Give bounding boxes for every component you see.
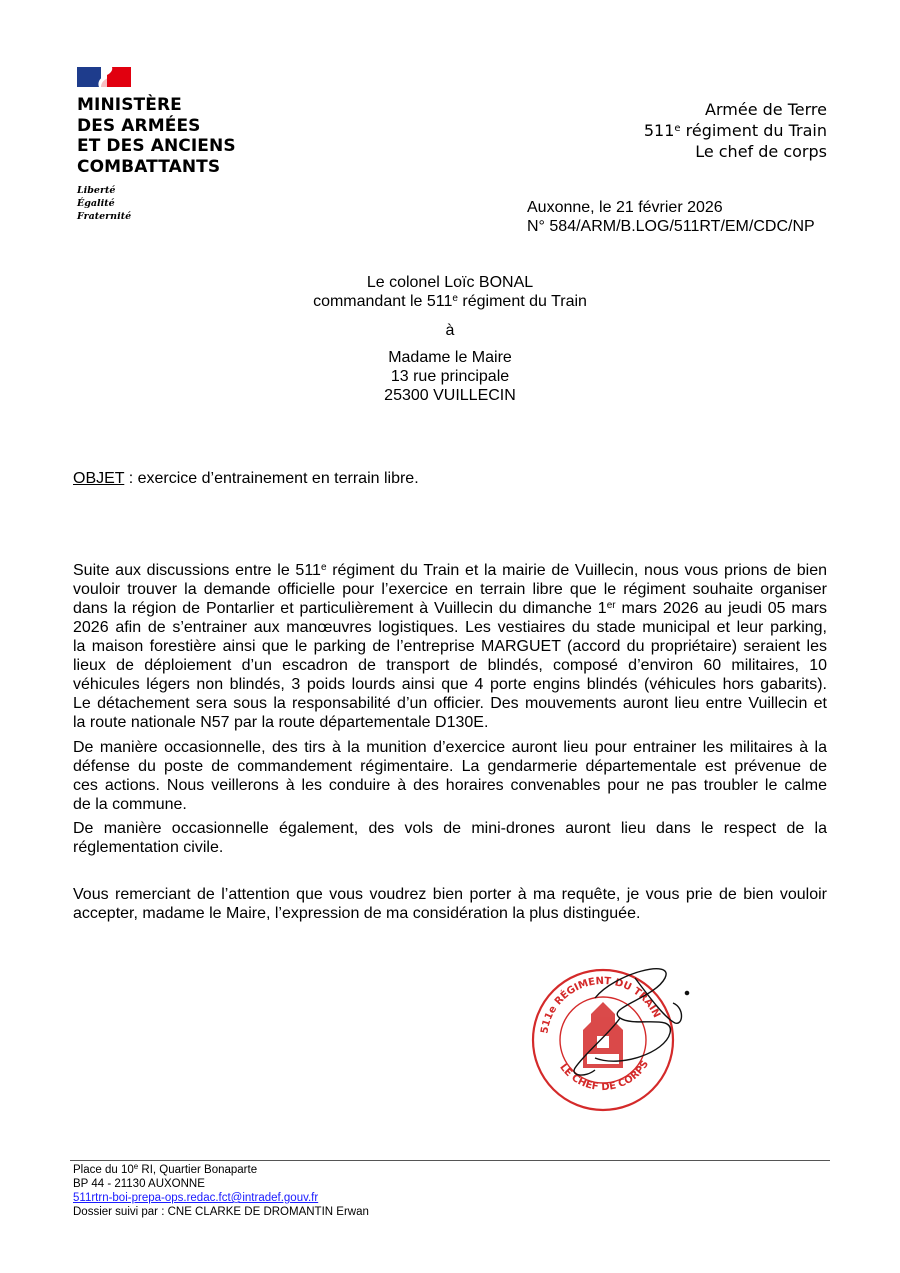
motto-liberte: Liberté [77, 185, 116, 196]
republic-motto [77, 184, 277, 223]
ministry-line-4: COMBATTANTS [77, 156, 221, 177]
stamp-bottom-text: LE CHEF DE CORPS [557, 1058, 652, 1094]
p1-line-4: 2026 afin de s’entrainer aux manœuvres logistiques. Les vestiaires du stade municipal et leur parking, [73, 619, 827, 636]
official-stamp-signature [525, 958, 705, 1118]
ministry-name [77, 95, 277, 177]
footer-email-row [73, 1191, 369, 1205]
p1-line-1-text-end: régiment du Train et la mairie de Vuillecin, nous vous prions de bien [326, 562, 828, 579]
p2-line-4: de la commune. [73, 796, 187, 813]
from-line-2-text-end: régiment du Train [457, 293, 587, 310]
from-line-2-text: commandant le 511 [313, 293, 453, 310]
object-label: OBJET [73, 470, 125, 487]
recipient-line-3: 25300 VUILLECIN [384, 387, 516, 404]
sender-line-2 [644, 120, 827, 141]
body-paragraph-3 [73, 819, 827, 857]
object-text: : exercice d’entrainement en terrain libre. [124, 470, 419, 487]
p1-line-1-sup: e [320, 562, 327, 573]
marianne-flag-icon [77, 67, 131, 87]
recipient-block [0, 348, 900, 405]
p1-line-1 [73, 561, 827, 580]
footer-divider [70, 1160, 830, 1161]
from-line-1: Le colonel Loïc BONAL [366, 274, 534, 291]
footer-followed-by: Dossier suivi par : CNE CLARKE DE DROMANTIN Erwan [73, 1206, 369, 1218]
p2-line-1: De manière occasionnelle, des tirs à la munition d’exercice auront lieu pour entrainer les militaires à la [73, 739, 827, 756]
letter-date: Auxonne, le 21 février 2026 [527, 199, 723, 216]
sender-line-2-text-end: régiment du Train [680, 121, 827, 140]
p1-line-1-text: Suite aux discussions entre le 511 [73, 562, 321, 579]
body-paragraph-1 [73, 561, 827, 732]
stamp-top-text: 511e RÉGIMENT DU TRAIN [539, 975, 662, 1035]
p1-line-6: lieux de déploiement d’un escadron de transport de blindés, composé d’environ 60 militaires, 10 [73, 657, 827, 674]
p2-line-2: défense du poste de commandement régimentaire. La gendarmerie départementale est prévenue de [73, 758, 827, 775]
closing-paragraph [73, 885, 827, 923]
p1-line-8: Le détachement sera sous la responsabilité d’un officier. Des mouvements auront lieu entre Vuillecin et [73, 695, 827, 712]
footer-line-1-text-end: RI, Quartier Bonaparte [138, 1164, 258, 1176]
ministry-line-1: MINISTÈRE [77, 95, 182, 115]
sender-line-2-text: 511 [643, 121, 675, 140]
object-line [73, 469, 419, 488]
from-line-2 [0, 292, 900, 311]
footer-address-line-2: BP 44 - 21130 AUXONNE [73, 1178, 205, 1190]
letter-reference: N° 584/ARM/B.LOG/511RT/EM/CDC/NP [527, 218, 815, 235]
footer-block [73, 1163, 369, 1219]
stamp-emblem-icon [583, 1002, 623, 1068]
p1-line-3-text-end: mars 2026 au jeudi 05 mars [615, 600, 827, 617]
sender-line-1: Armée de Terre [705, 100, 827, 119]
date-reference-block [527, 198, 815, 236]
ministry-logo [77, 67, 277, 223]
body-paragraph-2 [73, 738, 827, 814]
p1-line-5: la maison forestière ainsi que le parking de l’entreprise MARGUET (accord du propriétaire) seraient les [73, 638, 827, 655]
motto-fraternite: Fraternité [77, 211, 132, 222]
p4-line-1: Vous remerciant de l’attention que vous voudrez bien porter à ma requête, je vous prie de bien vouloir [73, 886, 827, 903]
p3-line-2: réglementation civile. [73, 839, 224, 856]
footer-line-1-text: Place du 10 [73, 1164, 134, 1176]
sender-block [644, 99, 827, 162]
sender-line-3: Le chef de corps [695, 142, 827, 161]
p1-line-7: véhicules légers non blindés, 3 poids lourds ainsi que 4 porte engins blindés (véhicules hors gabarits). [73, 676, 827, 693]
p1-line-3 [73, 599, 827, 618]
recipient-line-1: Madame le Maire [388, 349, 512, 366]
from-line-2-sup: e [452, 293, 458, 304]
p3-line-1: De manière occasionnelle également, des vols de mini-drones auront lieu dans le respect de la [73, 820, 827, 837]
p1-line-3-text: dans la région de Pontarlier et particulièrement à Vuillecin du dimanche 1 [73, 600, 607, 617]
from-block [0, 273, 900, 311]
p1-line-3-sup: er [606, 600, 616, 611]
to-word: à [445, 322, 455, 339]
p1-line-2: vouloir trouver la demande officielle pour l’exercice en terrain libre que le régiment souhaite organiser [73, 581, 827, 598]
sender-line-2-sup: e [674, 123, 681, 134]
motto-egalite: Égalité [77, 198, 115, 209]
p1-line-9: la route nationale N57 par la route départementale D130E. [73, 714, 489, 731]
footer-address-line-1 [73, 1163, 369, 1177]
ministry-line-2: DES ARMÉES [77, 115, 201, 136]
p4-line-2: accepter, madame le Maire, l’expression de ma considération la plus distinguée. [73, 905, 641, 922]
ministry-line-3: ET DES ANCIENS [77, 136, 236, 156]
recipient-line-2: 13 rue principale [390, 368, 510, 385]
p2-line-3: ces actions. Nous veillerons à les conduire à des horaires convenables pour ne pas troubler le calme [73, 777, 827, 794]
footer-line-1-sup: e [133, 1162, 139, 1171]
footer-email-link[interactable]: 511rtrn-boi-prepa-ops.redac.fct@intradef.gouv.fr [73, 1192, 319, 1204]
